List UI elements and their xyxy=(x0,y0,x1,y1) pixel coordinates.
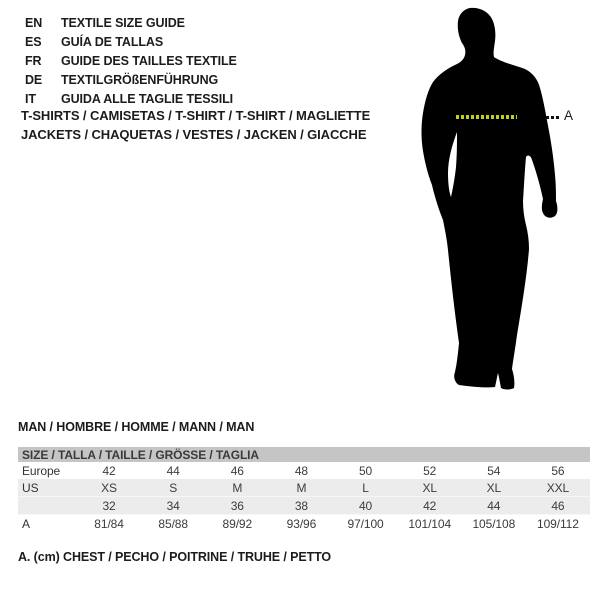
size-cell: 46 xyxy=(526,497,590,515)
table-row xyxy=(18,479,590,497)
category-tshirts: T-SHIRTS / CAMISETAS / T-SHIRT / T-SHIRT / MAGLIETTE xyxy=(21,108,371,123)
size-cell: 97/100 xyxy=(347,516,384,531)
chest-measure-dashed-line xyxy=(456,115,517,119)
measure-label-a: A xyxy=(564,108,574,123)
measure-leader-line xyxy=(546,116,560,119)
size-cell: XS xyxy=(77,479,141,497)
size-cell: 54 xyxy=(487,463,501,478)
language-code: IT xyxy=(25,91,36,106)
size-cell: 38 xyxy=(269,497,333,515)
language-label: TEXTILGRÖßENFÜHRUNG xyxy=(61,72,219,87)
size-cell: 93/96 xyxy=(286,516,317,531)
table-row xyxy=(18,515,590,533)
size-cell: XL xyxy=(398,479,462,497)
size-cell: 44 xyxy=(462,497,526,515)
size-table-body xyxy=(18,462,590,532)
size-cell: M xyxy=(269,479,333,497)
size-cell: 42 xyxy=(398,497,462,515)
row-label: US xyxy=(18,479,77,497)
row-label: Europe xyxy=(22,463,61,478)
size-cell: 81/84 xyxy=(94,516,124,531)
size-cell: 34 xyxy=(141,497,205,515)
size-cell: 101/104 xyxy=(408,516,452,531)
size-cell: 32 xyxy=(77,497,141,515)
language-code: EN xyxy=(25,15,43,30)
language-label: GUÍA DE TALLAS xyxy=(61,34,164,49)
row-label: A xyxy=(22,516,30,531)
category-jackets: JACKETS / CHAQUETAS / VESTES / JACKEN / GIACCHE xyxy=(21,127,367,142)
size-cell: M xyxy=(205,479,269,497)
language-label: GUIDA ALLE TAGLIE TESSILI xyxy=(61,91,234,106)
size-table xyxy=(18,462,590,532)
language-code: ES xyxy=(25,34,42,49)
size-cell: 46 xyxy=(230,463,244,478)
language-label: GUIDE DES TAILLES TEXTILE xyxy=(61,53,237,68)
size-cell: XXL xyxy=(526,479,590,497)
size-cell: 48 xyxy=(294,463,309,478)
language-label: TEXTILE SIZE GUIDE xyxy=(61,15,185,30)
language-code: FR xyxy=(25,53,42,68)
table-row xyxy=(18,497,590,515)
size-cell: 52 xyxy=(423,463,437,478)
row-label xyxy=(18,497,77,515)
size-table-header: SIZE / TALLA / TAILLE / GRÖSSE / TAGLIA xyxy=(18,447,590,462)
size-cell: 44 xyxy=(166,463,180,478)
size-cell: 85/88 xyxy=(158,516,188,531)
size-cell: L xyxy=(334,479,398,497)
size-cell: 105/108 xyxy=(472,516,516,531)
size-cell: 109/112 xyxy=(537,516,579,531)
size-cell: 36 xyxy=(205,497,269,515)
table-row xyxy=(18,462,590,479)
size-cell: XL xyxy=(462,479,526,497)
size-cell: 89/92 xyxy=(222,516,253,531)
section-title-man: MAN / HOMBRE / HOMME / MANN / MAN xyxy=(18,420,255,434)
measurement-footnote: A. (cm) CHEST / PECHO / POITRINE / TRUHE / PETTO xyxy=(18,550,332,564)
man-silhouette xyxy=(415,5,565,390)
size-cell: 40 xyxy=(334,497,398,515)
size-cell: S xyxy=(141,479,205,497)
size-cell: 42 xyxy=(102,463,116,478)
size-cell: 50 xyxy=(358,463,373,478)
size-cell: 56 xyxy=(551,463,565,478)
language-code: DE xyxy=(25,72,43,87)
